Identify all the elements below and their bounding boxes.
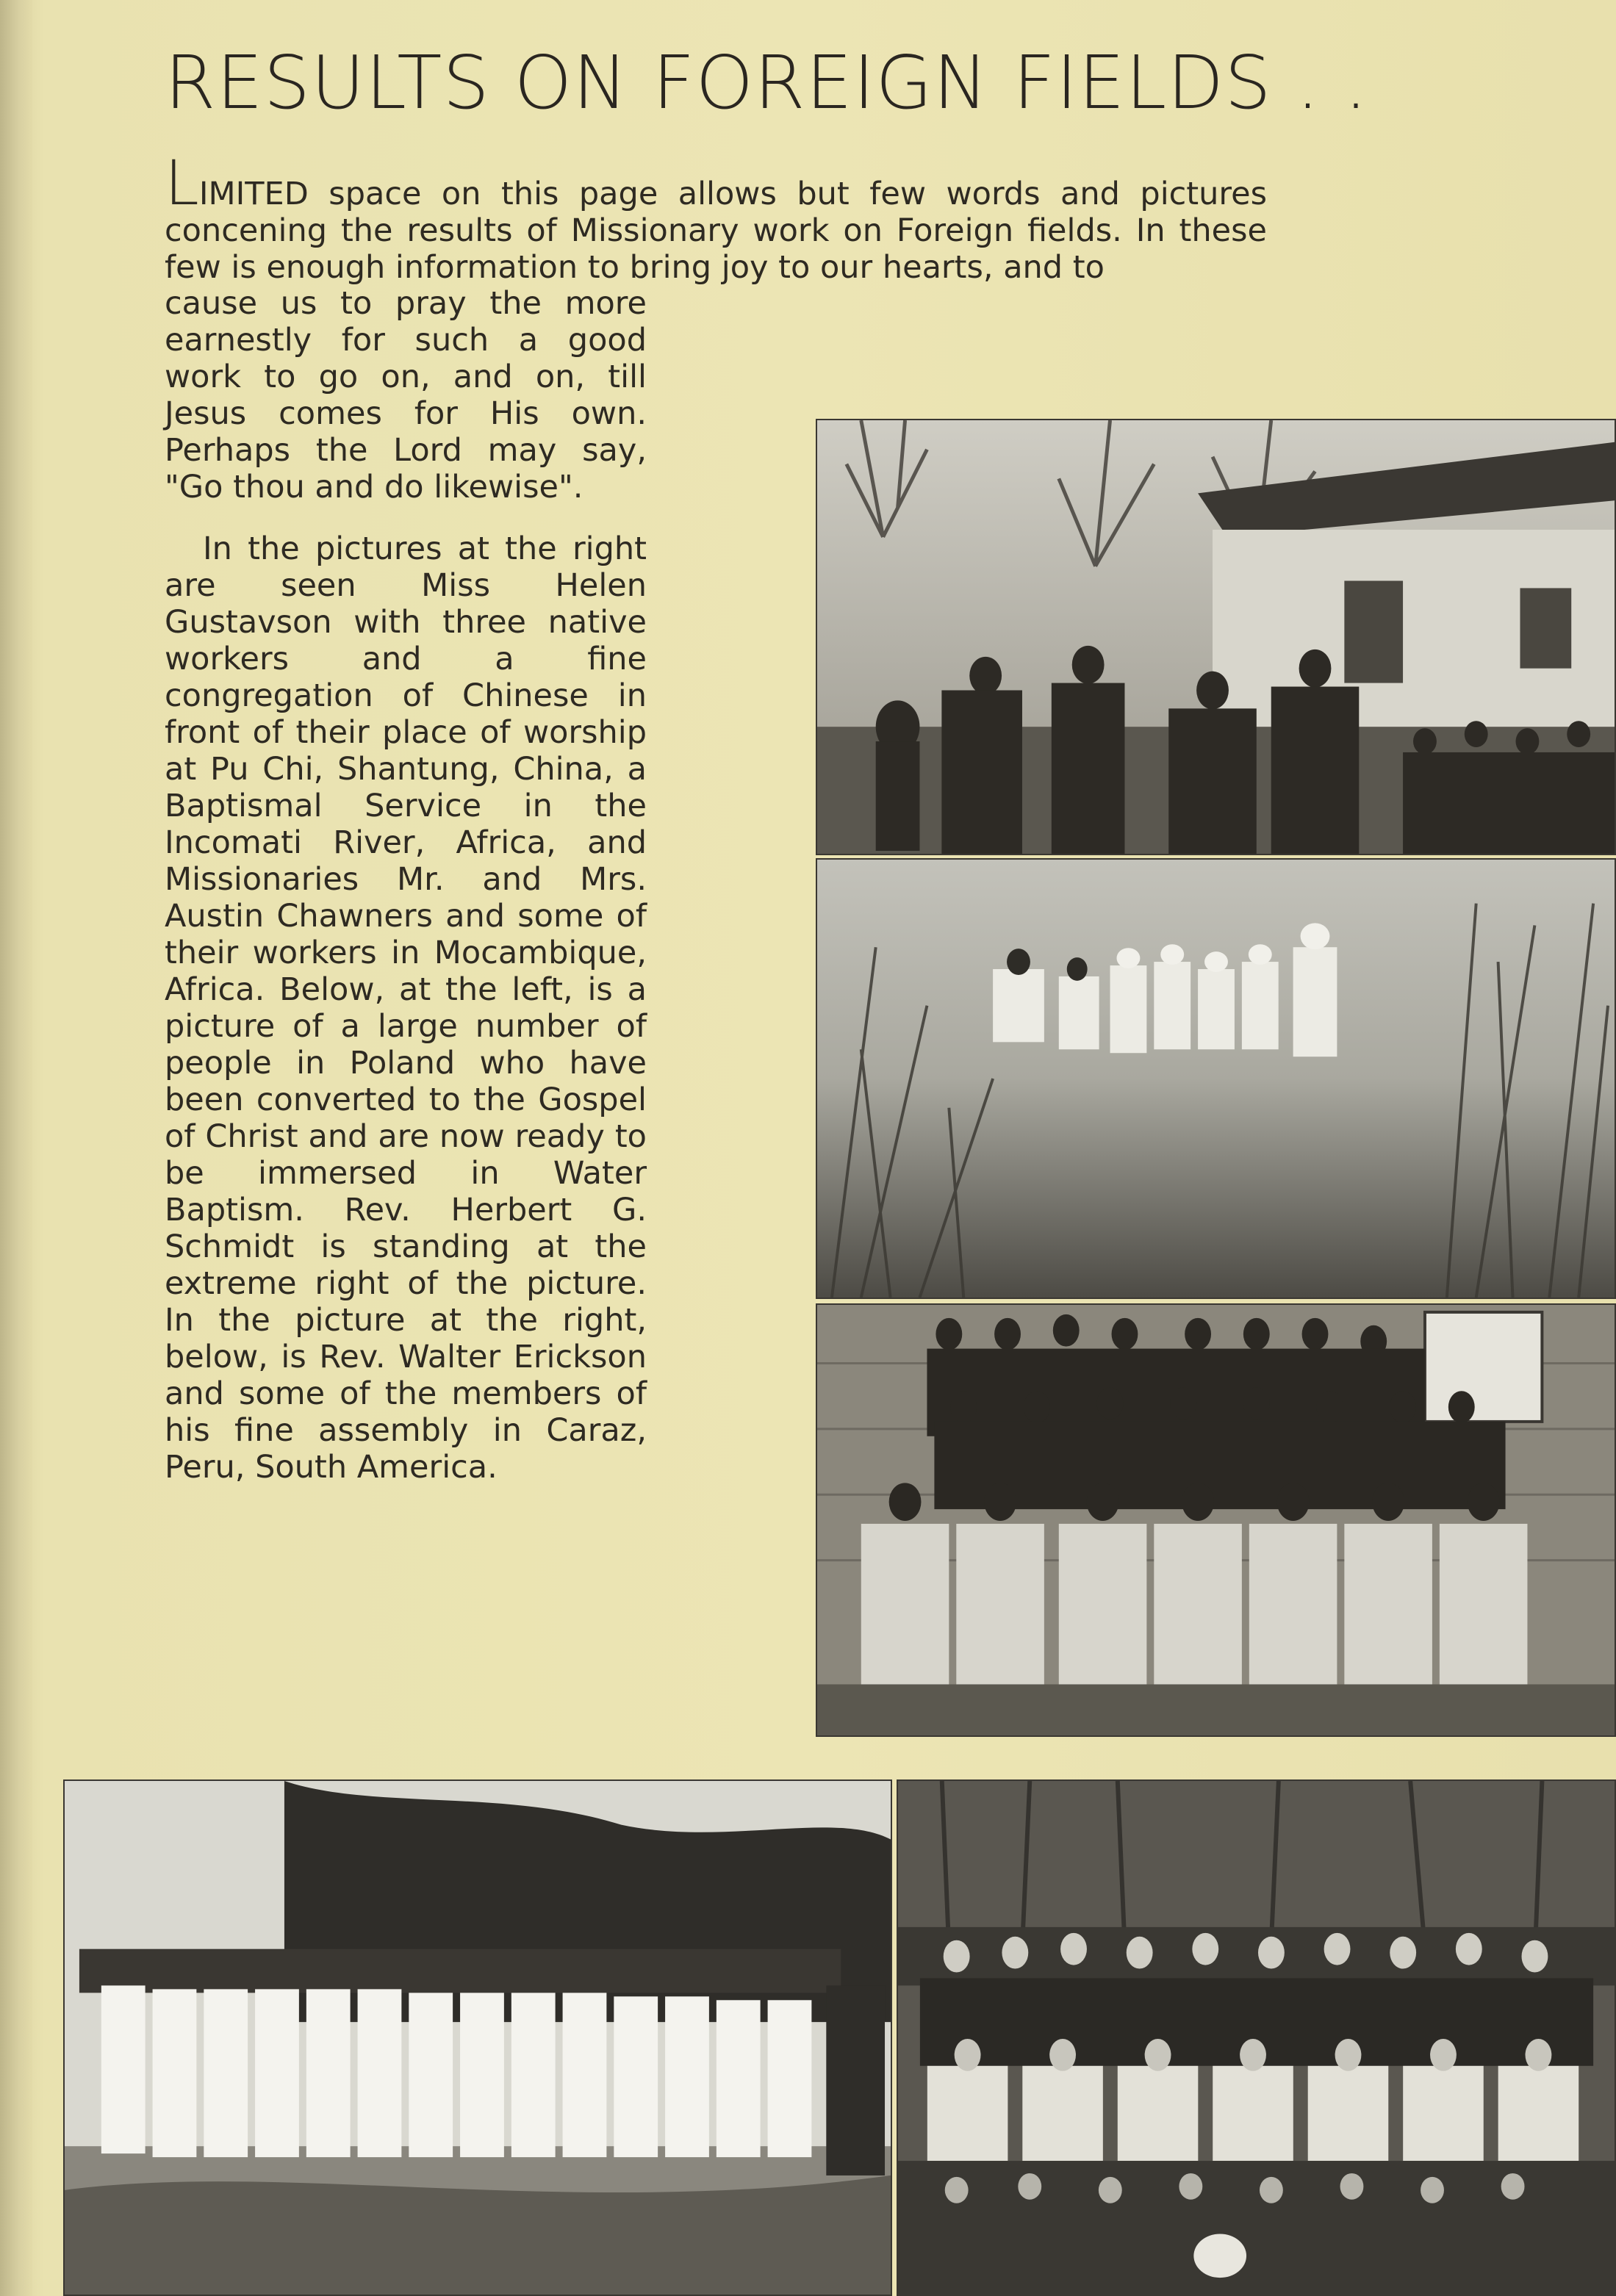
intro-small-caps: IMITED	[198, 176, 309, 212]
photo-peru-image	[898, 1781, 1615, 2295]
column-paragraph-2: In the pictures at the right are seen Miss Helen Gustavson with three native workers and a fine congregation of Chinese in front of their place of worship at Pu Chi, Shantung, China, a Baptismal Service in the Incomati River, Africa, and Missionaries Mr. and Mrs. Austin Chawners and some of their workers in Mocambique, Africa. Below, at the left, is a picture of a large number of people in Poland who have been converted to the Gospel of Christ and are now ready to be immersed in Water Baptism. Rev. Herbert G. Schmidt is standing at the extreme right of the picture. In the picture at the right, below, is Rev. Walter Erickson and some of the members of his fine assembly in Caraz, Peru, South America.	[165, 530, 647, 1486]
intro-paragraph	[165, 147, 1267, 286]
photo-mozambique-image	[817, 1305, 1615, 1735]
photo-baptism-river	[816, 858, 1616, 1299]
drop-cap: L	[165, 147, 199, 219]
intro-text: space on this page allows but few words and pictures concening the results of Missionary work on Foreign fields. In these few is enough information to bring joy to our hearts, and to	[165, 176, 1267, 286]
photo-poland-image	[65, 1781, 891, 2295]
photo-poland-converts	[63, 1779, 892, 2296]
binding-edge	[0, 0, 32, 2296]
page-title: RESULTS ON FOREIGN FIELDS . .	[165, 40, 1368, 126]
photo-mozambique-group	[816, 1303, 1616, 1737]
column-paragraph-1: cause us to pray the more earnestly for such a good work to go on, and on, till Jesus comes for His own. Perhaps the Lord may say, "Go thou and do likewise".	[165, 285, 647, 505]
text-column	[165, 285, 647, 1511]
photo-china-congregation	[816, 419, 1616, 855]
photo-peru-assembly	[897, 1779, 1616, 2296]
photo-baptism-image	[817, 860, 1615, 1298]
photo-china-image	[817, 420, 1615, 854]
